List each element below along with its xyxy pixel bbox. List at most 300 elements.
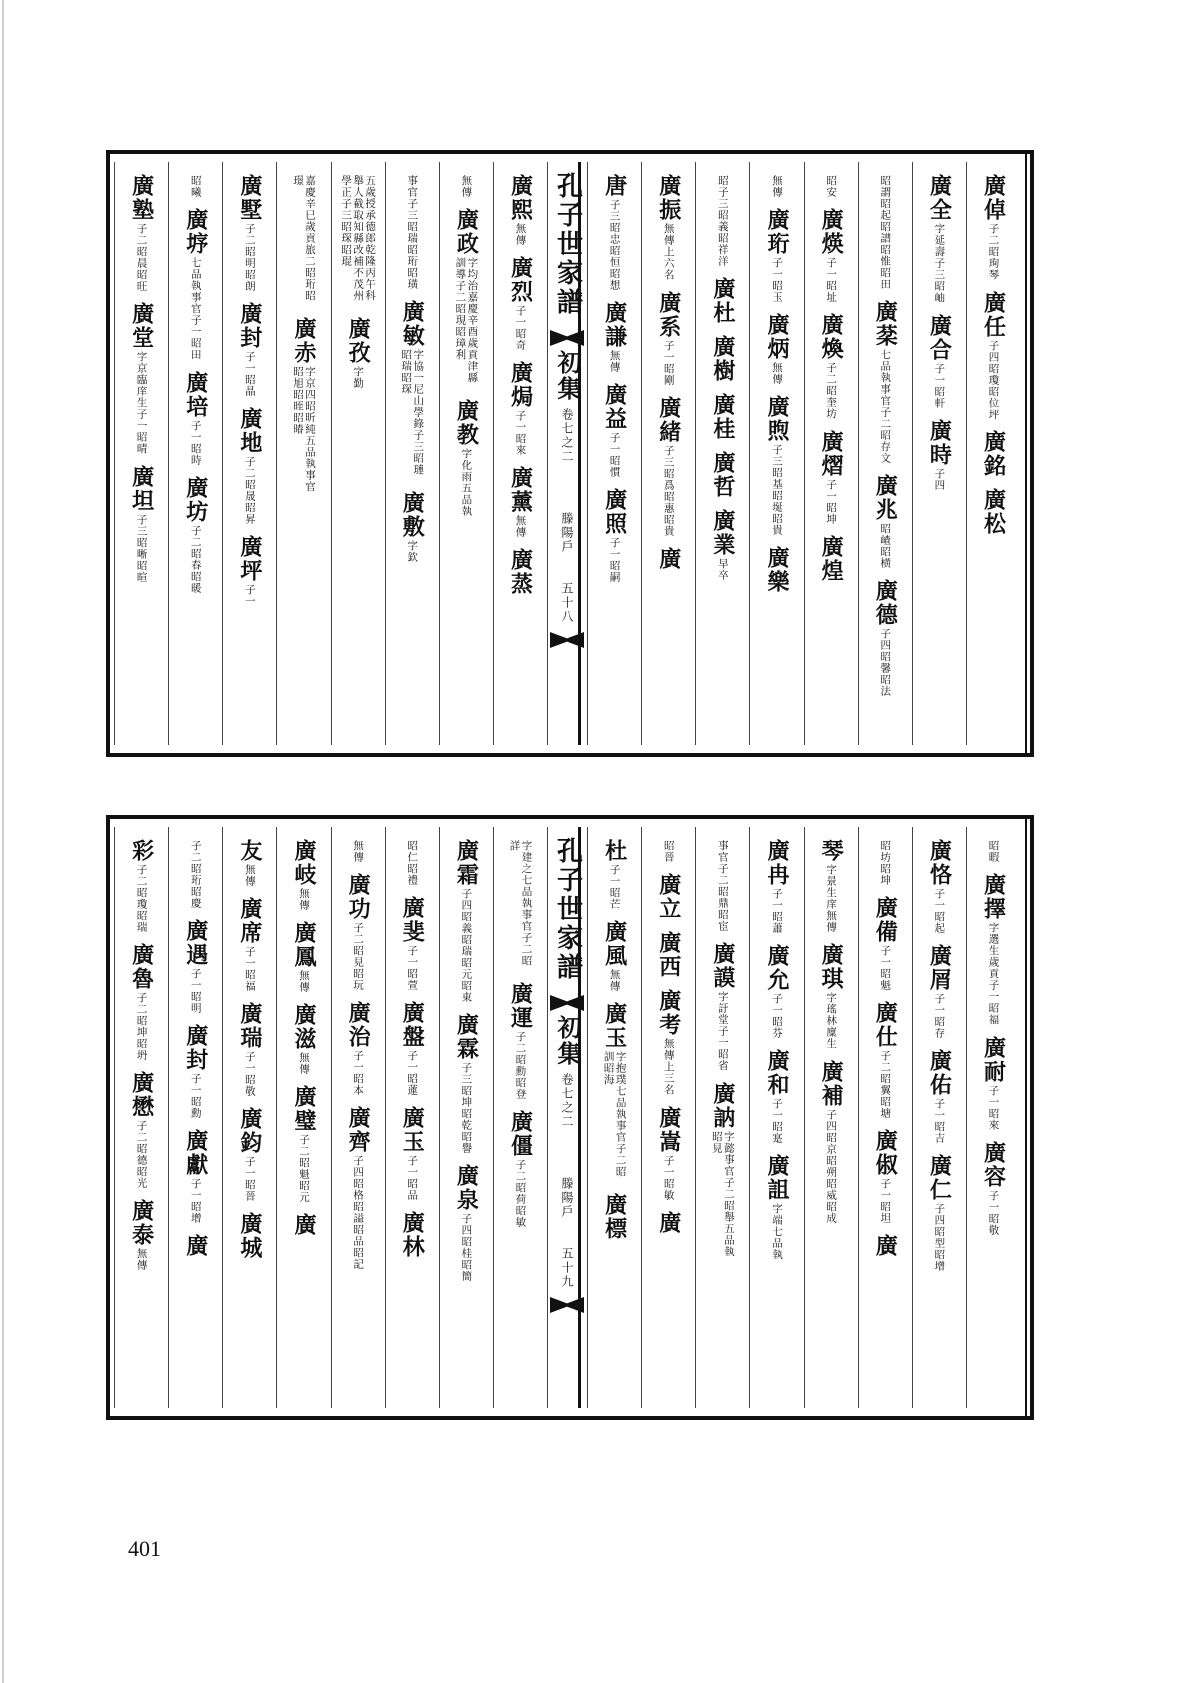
column-strip bbox=[114, 827, 1020, 1408]
genealogy-entry bbox=[345, 1106, 371, 1270]
member-note: 子二昭珣琴 bbox=[987, 223, 1000, 281]
member-note: 子二昭晨昭旺 bbox=[135, 223, 148, 292]
genealogy-entry bbox=[872, 300, 898, 464]
member-name: 廣斐 bbox=[399, 896, 426, 944]
member-note: 無傳 bbox=[243, 864, 256, 887]
member-note: 字訏堂子一昭省 bbox=[716, 991, 729, 1072]
member-name: 廣僵 bbox=[507, 1110, 534, 1158]
genealogy-entry bbox=[602, 383, 628, 478]
text-column bbox=[587, 827, 641, 1408]
genealogy-entry bbox=[980, 873, 1006, 1026]
member-note: 子二昭瓊昭瑞 bbox=[135, 864, 148, 933]
genealogy-entry bbox=[764, 839, 790, 934]
genealogy-entry bbox=[825, 174, 837, 198]
member-note: 子二昭坤昭坍 bbox=[135, 992, 148, 1061]
genealogy-entry bbox=[717, 174, 729, 267]
genealogy-entry bbox=[237, 407, 263, 525]
member-name: 廣齊 bbox=[345, 1106, 372, 1154]
genealogy-entry bbox=[399, 491, 425, 563]
genealogy-entry bbox=[710, 509, 736, 581]
genealogy-entry bbox=[237, 839, 263, 887]
text-column bbox=[493, 827, 547, 1408]
text-column bbox=[641, 827, 695, 1408]
text-column bbox=[966, 827, 1020, 1408]
genealogy-entry bbox=[291, 921, 317, 993]
member-name: 廣孜 bbox=[345, 317, 372, 365]
member-name: 廣敏 bbox=[399, 300, 426, 348]
member-note: 子一昭剛 bbox=[662, 339, 675, 386]
member-note: 子一昭萱 bbox=[406, 945, 419, 991]
genealogy-entry bbox=[291, 839, 317, 911]
member-note: 子一昭敏 bbox=[662, 1154, 675, 1201]
genealogy-entry bbox=[340, 174, 376, 307]
member-note: 無傳 bbox=[135, 1248, 148, 1271]
genealogy-entry bbox=[764, 546, 790, 594]
genealogy-entry bbox=[345, 1001, 371, 1096]
member-note: 子一昭明 bbox=[189, 968, 202, 1014]
text-column bbox=[749, 162, 803, 745]
genealogy-entry bbox=[129, 174, 155, 292]
member-note: 子一昭本 bbox=[352, 1050, 365, 1096]
text-column bbox=[587, 162, 641, 745]
member-note: 字懿事官子二昭舉五品執昭見 bbox=[710, 1130, 735, 1257]
member-name: 廣焗 bbox=[507, 361, 534, 409]
genealogy-entry bbox=[818, 1060, 844, 1224]
genealogy-entry bbox=[926, 839, 952, 934]
genealogy-entry bbox=[872, 1234, 898, 1258]
genealogy-entry bbox=[453, 208, 479, 389]
genealogy-entry bbox=[980, 291, 1006, 421]
genealogy-entry bbox=[129, 465, 155, 583]
member-name: 廣盤 bbox=[399, 1001, 426, 1049]
member-note: 無傳 bbox=[608, 969, 621, 992]
text-column bbox=[276, 827, 330, 1408]
member-name: 廣熙 bbox=[507, 174, 534, 222]
member-note: 昭仁昭禮 bbox=[406, 840, 419, 886]
member-note: 子二昭魁昭元 bbox=[297, 1134, 310, 1203]
member-name: 廣封 bbox=[182, 1024, 209, 1072]
member-name: 廣耐 bbox=[980, 1035, 1007, 1084]
member-note: 字瑤林廩生 bbox=[825, 992, 838, 1050]
volume-label: 卷七之二 bbox=[560, 408, 574, 464]
text-column bbox=[439, 827, 493, 1408]
member-note: 子四 bbox=[933, 467, 946, 491]
member-note: 子二昭珩昭慶 bbox=[189, 840, 202, 909]
genealogy-entry bbox=[352, 839, 364, 863]
member-note: 子一昭品 bbox=[406, 1155, 419, 1201]
member-note: 字京四昭昕純五品執事官昭旭昭晊昭暙 bbox=[291, 366, 316, 493]
genealogy-entry bbox=[406, 839, 418, 886]
text-column bbox=[966, 162, 1020, 745]
member-name: 廣杜 bbox=[709, 277, 736, 325]
genealogy-entry bbox=[980, 488, 1006, 536]
text-column bbox=[912, 827, 966, 1408]
member-note: 字勤 bbox=[352, 366, 365, 389]
genealogy-entry bbox=[710, 335, 736, 383]
member-note: 字協一尼山學錄子三昭璉昭瑞昭琛 bbox=[400, 349, 425, 476]
genealogy-entry bbox=[602, 920, 628, 992]
member-name: 琴 bbox=[818, 839, 845, 863]
member-note: 無傳 bbox=[514, 223, 527, 246]
member-name: 廣獻 bbox=[182, 1129, 209, 1177]
member-name: 廣訥 bbox=[709, 1081, 736, 1130]
folio-number: 401 bbox=[128, 1536, 161, 1561]
genealogy-entry bbox=[764, 1154, 790, 1261]
genealogy-entry bbox=[460, 174, 472, 198]
member-note: 早卒 bbox=[716, 558, 729, 581]
member-note: 子四昭京昭朔昭威昭成 bbox=[825, 1108, 838, 1224]
genealogy-entry bbox=[710, 1082, 736, 1263]
text-column bbox=[858, 827, 912, 1408]
text-column bbox=[168, 827, 222, 1408]
member-note: 無傳上三名 bbox=[662, 1038, 675, 1096]
member-name: 廣蒸 bbox=[507, 548, 534, 596]
genealogy-entry bbox=[980, 1036, 1006, 1131]
member-note: 子一昭福 bbox=[243, 946, 256, 992]
genealogy-entry bbox=[764, 1049, 790, 1144]
member-note: 子一 bbox=[243, 584, 256, 607]
member-name: 廣棻 bbox=[872, 300, 899, 348]
member-name: 廣烈 bbox=[507, 256, 534, 304]
genealogy-entry bbox=[183, 919, 209, 1014]
member-name: 廣運 bbox=[507, 982, 534, 1030]
member-name: 廣業 bbox=[709, 509, 736, 557]
genealogy-entry bbox=[764, 208, 790, 303]
genealogy-entry bbox=[291, 1003, 317, 1075]
member-name: 廣 bbox=[655, 546, 682, 571]
genealogy-entry bbox=[771, 174, 783, 198]
genealogy-entry bbox=[872, 896, 898, 991]
page-number: 五十八 bbox=[560, 582, 574, 624]
member-name: 廣墅 bbox=[236, 174, 263, 222]
genealogy-entry bbox=[507, 256, 533, 351]
genealogy-entry bbox=[399, 896, 425, 991]
genealogy-entry bbox=[237, 302, 263, 397]
member-note: 子二昭明昭朗 bbox=[243, 223, 256, 292]
member-name: 廣允 bbox=[763, 944, 790, 992]
member-name: 廣詛 bbox=[763, 1154, 790, 1202]
genealogy-entry bbox=[345, 873, 371, 991]
member-name: 廣璧 bbox=[290, 1085, 317, 1133]
text-column bbox=[331, 827, 385, 1408]
genealogy-entry bbox=[926, 314, 952, 409]
member-name: 廣敷 bbox=[399, 491, 426, 539]
member-name: 廣珩 bbox=[763, 208, 790, 256]
member-note: 無傳上六名 bbox=[662, 223, 675, 281]
member-note: 子一昭慣 bbox=[608, 432, 621, 478]
genealogy-entry bbox=[399, 1001, 425, 1096]
genealogy-entry bbox=[987, 839, 999, 863]
text-column bbox=[168, 162, 222, 745]
genealogy-entry bbox=[818, 839, 844, 933]
member-note: 字建之七品執事官子二昭詳 bbox=[508, 840, 533, 967]
genealogy-entry bbox=[183, 371, 209, 466]
member-note: 嘉慶辛巳歲貢旅二昭珩昭璟 bbox=[291, 175, 316, 302]
member-note: 子四昭型昭增 bbox=[933, 1203, 946, 1272]
text-column bbox=[331, 162, 385, 745]
member-name: 廣煦 bbox=[763, 395, 790, 443]
genealogy-entry bbox=[926, 1049, 952, 1144]
member-note: 子一昭芬 bbox=[770, 993, 783, 1039]
genealogy-entry bbox=[237, 174, 263, 292]
fishtail-mark-icon bbox=[550, 632, 584, 648]
genealogy-entry bbox=[872, 1001, 898, 1119]
genealogy-entry bbox=[129, 302, 155, 455]
member-note: 七品執事官子二昭存文 bbox=[879, 349, 892, 464]
genealogy-entry bbox=[764, 395, 790, 536]
book-title: 孔子世家譜 bbox=[552, 837, 583, 982]
text-column bbox=[493, 162, 547, 745]
member-note: 字京臨庠生子一昭晴 bbox=[135, 351, 148, 455]
member-note: 字景生庠無傳 bbox=[825, 864, 838, 933]
genealogy-entry bbox=[656, 873, 682, 921]
text-column bbox=[695, 162, 749, 745]
member-name: 廣嵩 bbox=[655, 1105, 682, 1154]
member-name: 廣謨 bbox=[709, 942, 736, 990]
member-name: 廣霖 bbox=[453, 1013, 480, 1061]
member-name: 廣系 bbox=[655, 290, 682, 339]
member-note: 子一昭嗣 bbox=[608, 537, 621, 583]
genealogy-entry bbox=[980, 1141, 1006, 1236]
member-note: 子二昭奎坊 bbox=[825, 362, 838, 420]
member-note: 昭安 bbox=[825, 175, 838, 198]
member-note: 字抱璞七品執事官子二昭訓昭海 bbox=[602, 1051, 627, 1178]
member-name: 廣恪 bbox=[926, 839, 953, 887]
text-column bbox=[385, 827, 439, 1408]
genealogy-entry bbox=[507, 1110, 533, 1228]
member-name: 廣全 bbox=[926, 174, 953, 222]
genealogy-entry bbox=[818, 535, 844, 583]
member-name: 廣瑞 bbox=[236, 1002, 263, 1050]
member-note: 子一昭增 bbox=[189, 1178, 202, 1224]
member-note: 子二昭荷昭敏 bbox=[514, 1159, 527, 1228]
section-label: 滕陽戶 bbox=[560, 512, 574, 554]
genealogy-entry bbox=[507, 982, 533, 1100]
member-name: 廣煌 bbox=[818, 534, 845, 583]
member-name: 廣冉 bbox=[763, 839, 790, 887]
fishtail-mark-icon bbox=[550, 995, 584, 1011]
member-name: 廣政 bbox=[453, 208, 480, 256]
member-note: 無傳 bbox=[770, 175, 783, 198]
genealogy-entry bbox=[663, 839, 675, 863]
genealogy-entry bbox=[183, 476, 209, 594]
member-note: 子一昭坤 bbox=[825, 478, 838, 525]
member-name: 廣倬 bbox=[980, 174, 1007, 222]
member-name: 廣煥 bbox=[818, 313, 845, 361]
center-fold-column bbox=[547, 827, 587, 1408]
genealogy-entry bbox=[183, 1129, 209, 1224]
member-note: 子一昭玉 bbox=[770, 257, 783, 303]
genealogy-entry bbox=[399, 1211, 425, 1259]
genealogy-entry bbox=[453, 839, 479, 1003]
member-name: 廣 bbox=[290, 1213, 317, 1237]
member-name: 廣佑 bbox=[926, 1049, 953, 1097]
member-note: 無傳 bbox=[297, 1052, 310, 1075]
member-name: 廣補 bbox=[818, 1059, 845, 1108]
member-name: 廣立 bbox=[655, 873, 682, 921]
genealogy-entry bbox=[818, 430, 844, 525]
member-name: 廣銘 bbox=[980, 430, 1007, 478]
member-name: 廣玉 bbox=[399, 1106, 426, 1154]
member-note: 無傳 bbox=[352, 840, 365, 863]
text-column bbox=[804, 827, 858, 1408]
member-note: 昭坊昭坤 bbox=[879, 840, 892, 886]
member-note: 子一昭址 bbox=[825, 257, 838, 303]
member-note: 子三昭晰昭暄 bbox=[135, 513, 148, 583]
genealogy-entry bbox=[602, 839, 628, 910]
genealogy-entry bbox=[879, 174, 891, 290]
member-note: 子三昭忠昭恒昭想 bbox=[608, 199, 621, 291]
member-name: 廣謙 bbox=[601, 301, 628, 349]
member-note: 子三昭爲昭惠昭貴 bbox=[662, 444, 675, 537]
text-column bbox=[804, 162, 858, 745]
member-note: 無傳 bbox=[297, 970, 310, 993]
member-name: 廣松 bbox=[980, 488, 1007, 536]
member-name: 廣玉 bbox=[601, 1002, 628, 1050]
member-name: 廣緒 bbox=[655, 395, 682, 444]
member-name: 廣標 bbox=[601, 1193, 628, 1241]
member-note: 子一昭蕭 bbox=[770, 888, 783, 934]
member-name: 友 bbox=[236, 839, 263, 863]
genealogy-entry bbox=[291, 317, 317, 498]
text-column bbox=[439, 162, 493, 745]
member-name: 廣德 bbox=[872, 579, 899, 627]
member-note: 子四昭桂昭簡 bbox=[460, 1213, 473, 1282]
member-name: 廣琪 bbox=[818, 943, 845, 991]
member-note: 子一昭敬 bbox=[987, 1189, 1000, 1236]
genealogy-entry bbox=[602, 1193, 628, 1241]
genealogy-entry bbox=[656, 931, 682, 979]
genealogy-entry bbox=[129, 1199, 155, 1271]
member-note: 昭暇 bbox=[987, 840, 1000, 863]
genealogy-entry bbox=[291, 1085, 317, 1203]
member-name: 廣薰 bbox=[507, 466, 534, 514]
member-name: 廣考 bbox=[655, 989, 682, 1037]
genealogy-entry bbox=[237, 1212, 263, 1260]
genealogy-entry bbox=[710, 277, 736, 325]
member-name: 廣振 bbox=[655, 174, 682, 222]
member-name: 廣鈞 bbox=[236, 1107, 263, 1155]
text-column bbox=[114, 162, 168, 745]
genealogy-entry bbox=[453, 399, 479, 517]
member-name: 廣哲 bbox=[709, 451, 736, 499]
member-name: 廣塾 bbox=[128, 174, 155, 222]
member-note: 事官子三昭瑞昭珩昭璜 bbox=[406, 175, 419, 290]
member-note: 子二昭春昭暖 bbox=[189, 524, 202, 594]
genealogy-entry bbox=[818, 208, 844, 303]
text-column bbox=[912, 162, 966, 745]
genealogy-entry bbox=[399, 1106, 425, 1201]
member-name: 廣樹 bbox=[709, 335, 736, 383]
member-note: 子二昭勳昭登 bbox=[514, 1031, 527, 1100]
member-note: 字化雨五品執 bbox=[460, 448, 473, 517]
member-name: 廣屑 bbox=[926, 944, 953, 992]
genealogy-entry bbox=[602, 301, 628, 373]
text-column bbox=[695, 827, 749, 1408]
genealogy-entry bbox=[129, 839, 155, 933]
member-note: 子一昭敬 bbox=[243, 1051, 256, 1097]
genealogy-entry bbox=[656, 547, 682, 571]
genealogy-entry bbox=[507, 174, 533, 246]
member-note: 子一昭軒 bbox=[933, 362, 946, 409]
member-note: 昭嵖昭横 bbox=[879, 523, 892, 569]
member-name: 廣樂 bbox=[763, 546, 790, 594]
member-name: 廣封 bbox=[236, 302, 263, 350]
column-strip bbox=[114, 162, 1020, 745]
genealogy-entry bbox=[183, 208, 209, 361]
text-column bbox=[385, 162, 439, 745]
member-note: 子一昭魁 bbox=[879, 945, 892, 991]
genealogy-entry bbox=[237, 535, 263, 607]
genealogy-entry bbox=[656, 1211, 682, 1235]
genealogy-entry bbox=[291, 1213, 317, 1237]
member-name: 廣培 bbox=[182, 370, 209, 419]
member-name: 廣坪 bbox=[236, 535, 263, 583]
member-note: 子二昭見昭玩 bbox=[352, 922, 365, 991]
member-note: 子四昭義昭瑞昭元昭東 bbox=[460, 888, 473, 1003]
member-note: 子四昭馨昭法 bbox=[879, 628, 892, 697]
member-note: 事官子二昭鼎昭宦 bbox=[716, 840, 729, 932]
member-name: 廣坊 bbox=[182, 475, 209, 524]
member-note: 子三昭基昭埏昭貴 bbox=[770, 444, 783, 536]
member-note: 子一昭寔 bbox=[770, 1098, 783, 1144]
member-note: 子一昭起 bbox=[933, 888, 946, 934]
member-name: 廣炳 bbox=[763, 313, 790, 361]
member-name: 廣泰 bbox=[128, 1199, 155, 1247]
member-name: 彩 bbox=[128, 839, 155, 863]
genealogy-entry bbox=[406, 174, 418, 290]
text-column bbox=[641, 162, 695, 745]
genealogy-entry bbox=[602, 174, 628, 291]
member-name: 廣和 bbox=[763, 1049, 790, 1097]
genealogy-entry bbox=[879, 839, 891, 886]
member-note: 子一昭奇 bbox=[514, 305, 527, 351]
member-note: 字延壽子三昭岫 bbox=[933, 223, 946, 304]
member-note: 子一昭蓮 bbox=[406, 1050, 419, 1096]
member-note: 子四昭瓊昭位坪 bbox=[987, 339, 1000, 420]
member-name: 廣風 bbox=[601, 920, 628, 968]
genealogy-entry bbox=[237, 897, 263, 992]
member-name: 廣治 bbox=[345, 1001, 372, 1049]
text-column bbox=[276, 162, 330, 745]
member-name: 廣遇 bbox=[182, 919, 209, 967]
member-name: 廣赤 bbox=[290, 317, 317, 365]
member-note: 子一昭晉 bbox=[243, 1156, 256, 1202]
member-name: 廣教 bbox=[453, 399, 480, 447]
genealogy-entry bbox=[129, 1071, 155, 1189]
genealogy-entry bbox=[656, 174, 682, 281]
genealogy-entry bbox=[656, 989, 682, 1096]
member-note: 子一昭吉 bbox=[933, 1098, 946, 1144]
member-name: 廣備 bbox=[872, 896, 899, 944]
genealogy-entry bbox=[183, 1234, 209, 1258]
member-name: 廣席 bbox=[236, 897, 263, 945]
member-note: 子二昭德昭光 bbox=[135, 1120, 148, 1189]
genealogy-entry bbox=[656, 396, 682, 537]
member-note: 無傳 bbox=[297, 888, 310, 911]
member-name: 廣兆 bbox=[872, 474, 899, 522]
genealogy-entry bbox=[818, 943, 844, 1050]
section-label: 滕陽戶 bbox=[560, 1177, 574, 1219]
scan-edge-line bbox=[2, 0, 4, 1683]
member-name: 廣岐 bbox=[290, 839, 317, 887]
member-note: 字均治嘉慶辛酉歲貢津縣訓導子二昭現昭璋利 bbox=[454, 257, 479, 384]
genealogy-entry bbox=[237, 1002, 263, 1097]
member-name: 廣城 bbox=[236, 1212, 263, 1260]
genealogy-entry bbox=[507, 361, 533, 456]
genealogy-entry bbox=[926, 174, 952, 304]
text-column bbox=[114, 827, 168, 1408]
